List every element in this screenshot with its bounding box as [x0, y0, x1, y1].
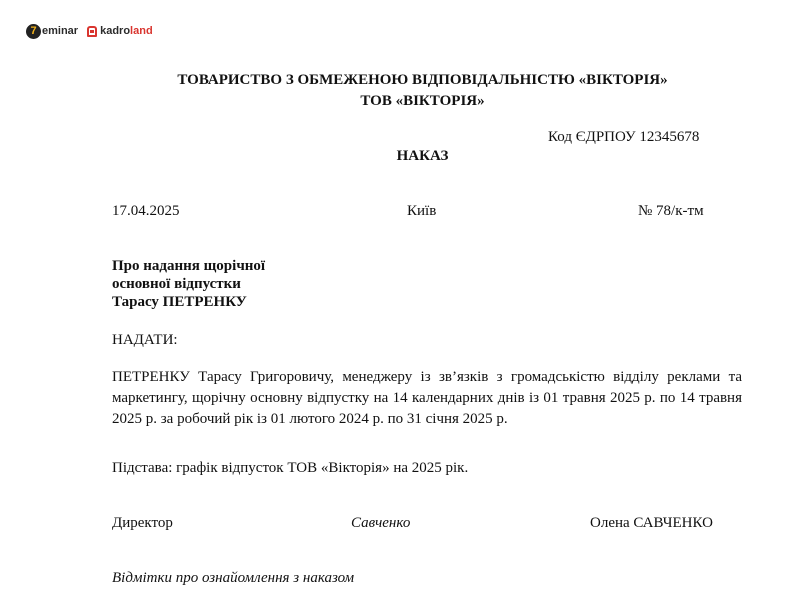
- acknowledgement-note: Відмітки про ознайомлення з наказом: [112, 570, 355, 586]
- order-city: Київ: [407, 203, 437, 219]
- company-full-name: ТОВАРИСТВО З ОБМЕЖЕНОЮ ВІДПОВІДАЛЬНІСТЮ «ВІКТОРІЯ»: [177, 72, 668, 88]
- subject-line-2: основної відпустки: [112, 276, 241, 292]
- basis-text: Підстава: графік відпусток ТОВ «Вікторія» на 2025 рік.: [112, 460, 469, 476]
- seminar-logo: [26, 24, 78, 39]
- signature: Савченко: [351, 515, 411, 531]
- order-body-text: ПЕТРЕНКУ Тарасу Григоровичу, менеджеру із зв’язків з громадськістю відділу реклами та маркетингу, щорічну основну відпустку на 14 календарних днів із 01 травня 2025 р. по 14 травня 2025 р. за робочий рік із 01 лютого 2024 р. по 31 січня 2025 р.: [112, 369, 742, 427]
- order-date: 17.04.2025: [112, 203, 180, 219]
- document-type: НАКАЗ: [396, 148, 449, 164]
- signatory-position: Директор: [112, 515, 173, 531]
- signatory-name: Олена САВЧЕНКО: [590, 515, 713, 531]
- kadroland-logo: [87, 25, 153, 37]
- subject-line-3: Тарасу ПЕТРЕНКУ: [112, 294, 247, 310]
- company-short-name: ТОВ «ВІКТОРІЯ»: [360, 93, 485, 109]
- seminar-logo-icon: 7: [26, 24, 41, 39]
- header-logos: [26, 22, 153, 40]
- subject-line-1: Про надання щорічної: [112, 258, 266, 274]
- edrpou-code: Код ЄДРПОУ 12345678: [548, 129, 700, 145]
- seminar-logo-text: eminar: [42, 25, 79, 37]
- kadroland-logo-icon: [87, 26, 97, 37]
- order-number: № 78/к-тм: [638, 203, 704, 219]
- grant-heading: НАДАТИ:: [112, 332, 178, 348]
- kadroland-logo-text-a: kadro: [100, 25, 131, 37]
- kadroland-logo-text-b: land: [130, 25, 153, 37]
